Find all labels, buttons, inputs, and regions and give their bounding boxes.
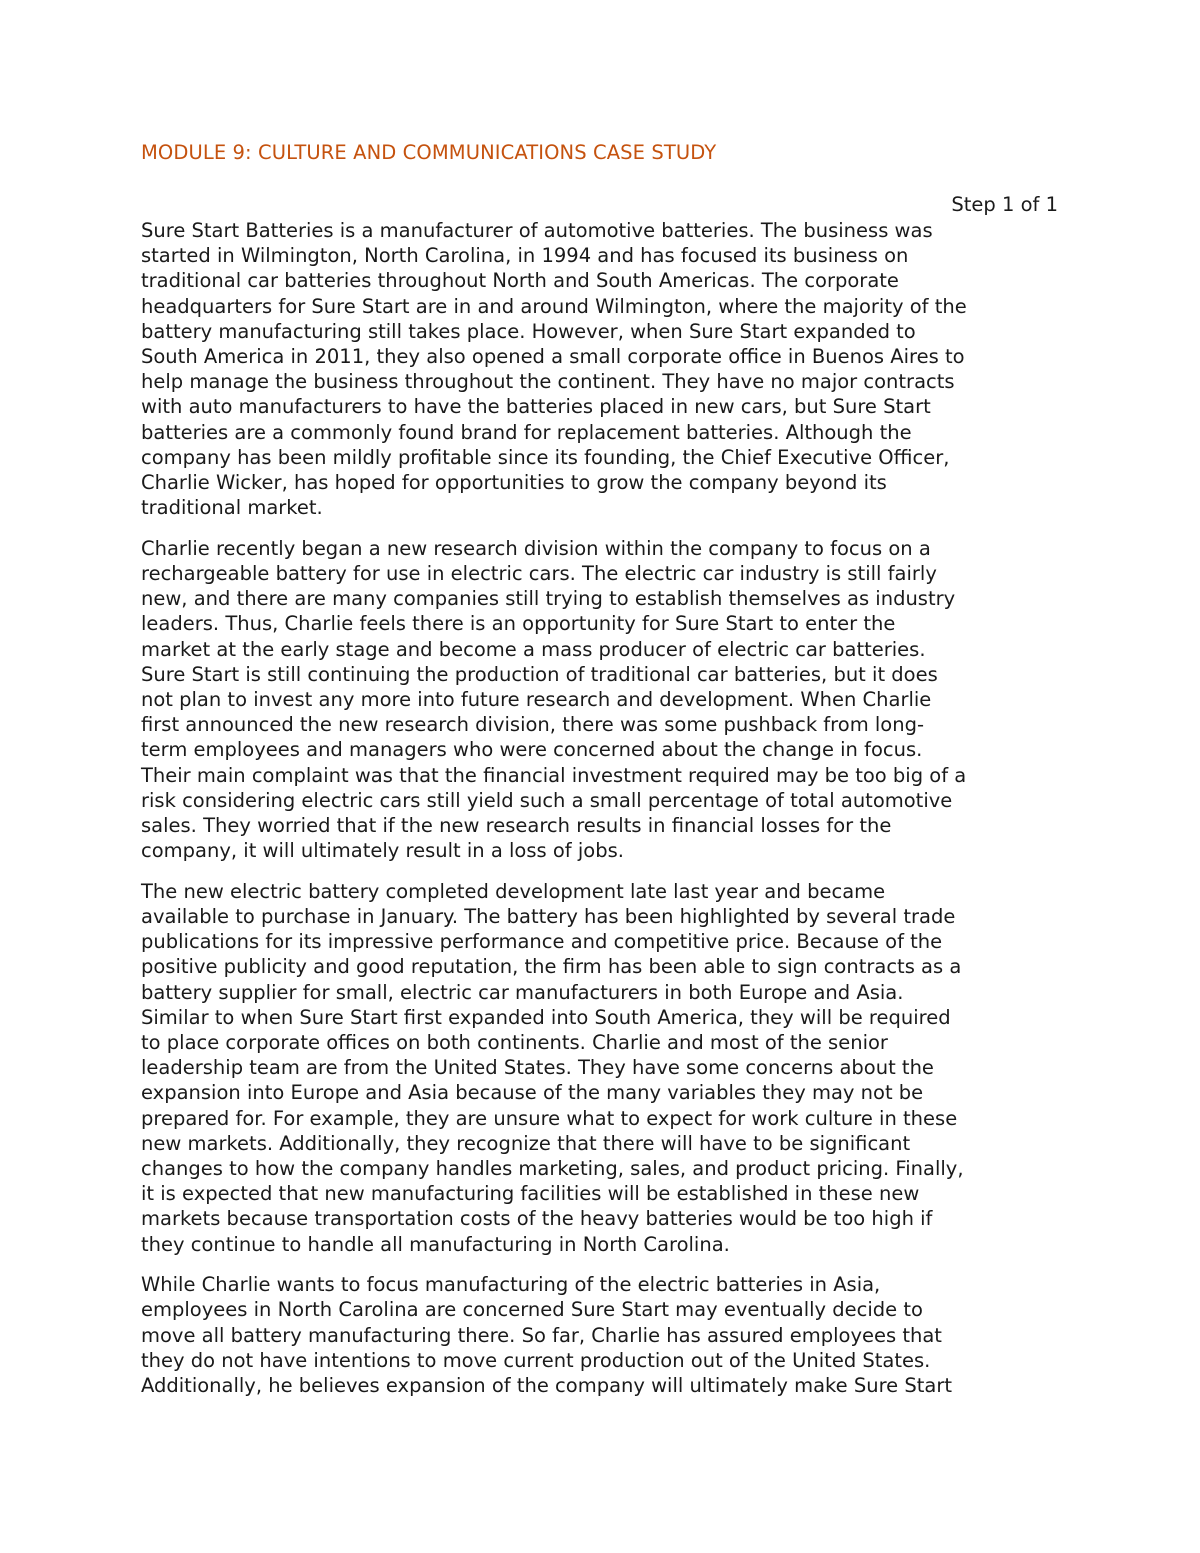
text-line: positive publicity and good reputation, the firm has been able to sign contracts as a [141,955,962,979]
text-line: with auto manufacturers to have the batteries placed in new cars, but Sure Start [141,395,931,419]
text-line: new markets. Additionally, they recognize that there will have to be significant [141,1131,911,1155]
text-line: to place corporate offices on both continents. Charlie and most of the senior [141,1031,888,1054]
text-line: not plan to invest any more into future research and development. When Charlie [141,687,932,711]
text-line: battery manufacturing still takes place. However, when Sure Start expanded to [141,319,916,343]
text-line: headquarters for Sure Start are in and around Wilmington, where the majority of the [141,294,967,318]
text-line: move all battery manufacturing there. So far, Charlie has assured employees that [141,1323,942,1347]
text-line: Additionally, he believes expansion of the company will ultimately make Sure Start [141,1374,952,1398]
text-line: first announced the new research division, there was some pushback from long- [141,713,925,737]
text-line: markets because transportation costs of the heavy batteries would be too high if [141,1207,933,1231]
text-line: started in Wilmington, North Carolina, in 1994 and has focused its business on [141,244,909,268]
text-line: Sure Start Batteries is a manufacturer of automotive batteries. The business was [141,219,933,242]
text-line: battery supplier for small, electric car manufacturers in both Europe and Asia. [141,980,904,1004]
text-line: they do not have intentions to move current production out of the United States. [141,1348,931,1372]
paragraph [141,1272,1071,1398]
text-line: Sure Start is still continuing the production of traditional car batteries, but it does [141,662,938,686]
text-line: The new electric battery completed development late last year and became [141,879,886,903]
text-line: prepared for. For example, they are unsure what to expect for work culture in these [141,1106,958,1130]
text-line: company has been mildly profitable since its founding, the Chief Executive Officer, [141,445,950,469]
paragraph [141,879,1071,1257]
text-line: term employees and managers who were concerned about the change in focus. [141,738,923,762]
text-line: Their main complaint was that the financial investment required may be too big of a [141,763,967,787]
text-line: batteries are a commonly found brand for replacement batteries. Although the [141,420,912,444]
text-line: leaders. Thus, Charlie feels there is an opportunity for Sure Start to enter the [141,612,896,636]
step-indicator: Step 1 of 1 [951,193,1058,216]
text-line: traditional car batteries throughout North and South Americas. The corporate [141,269,899,293]
text-line: While Charlie wants to focus manufacturing of the electric batteries in Asia, [141,1273,881,1297]
paragraph [141,536,1071,863]
document-body [141,218,1071,1414]
paragraph [141,218,1071,520]
text-line: publications for its impressive performance and competitive price. Because of the [141,930,943,954]
text-line: Charlie Wicker, has hoped for opportunities to grow the company beyond its [141,470,887,494]
text-line: South America in 2011, they also opened a small corporate office in Buenos Aires to [141,344,965,368]
text-line: rechargeable battery for use in electric cars. The electric car industry is still fairly [141,562,937,586]
text-line: market at the early stage and become a mass producer of electric car batteries. [141,637,926,661]
text-line: traditional market. [141,496,323,520]
text-line: Charlie recently began a new research division within the company to focus on a [141,536,931,560]
text-line: risk considering electric cars still yield such a small percentage of total automotive [141,788,953,812]
text-line: sales. They worried that if the new research results in financial losses for the [141,813,892,837]
text-line: new, and there are many companies still trying to establish themselves as industry [141,587,956,611]
text-line: it is expected that new manufacturing facilities will be established in these new [141,1182,920,1206]
text-line: expansion into Europe and Asia because of the many variables they may not be [141,1081,924,1105]
text-line: employees in North Carolina are concerned Sure Start may eventually decide to [141,1298,923,1322]
document-title: MODULE 9: CULTURE AND COMMUNICATIONS CASE STUDY [141,141,717,164]
text-line: company, it will ultimately result in a loss of jobs. [141,839,624,863]
text-line: help manage the business throughout the continent. They have no major contracts [141,370,955,394]
text-line: Similar to when Sure Start first expanded into South America, they will be required [141,1005,951,1029]
text-line: they continue to handle all manufacturing in North Carolina. [141,1232,730,1256]
text-line: leadership team are from the United States. They have some concerns about the [141,1056,934,1080]
text-line: available to purchase in January. The battery has been highlighted by several trade [141,905,956,929]
text-line: changes to how the company handles marketing, sales, and product pricing. Finally, [141,1156,964,1180]
